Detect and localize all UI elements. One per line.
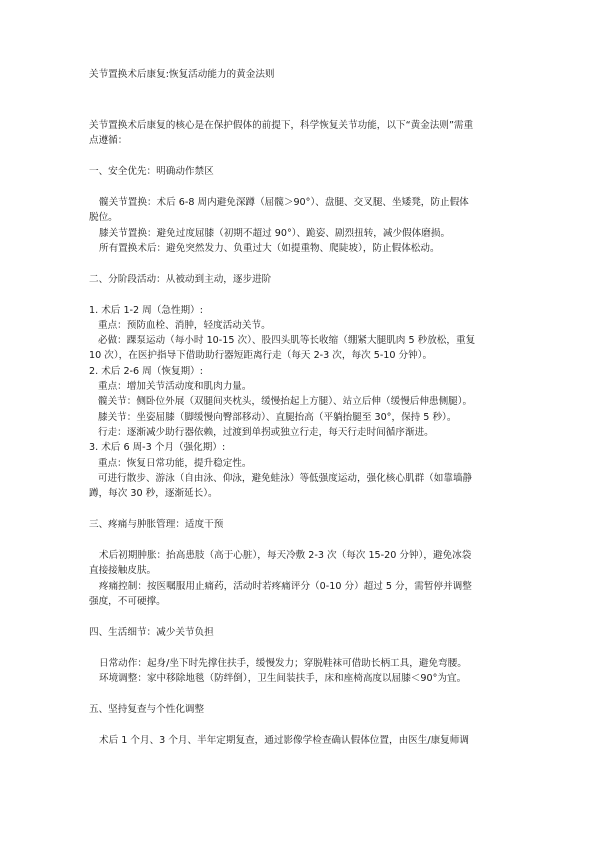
section-heading: 二、分阶段活动：从被动到主动，逐步进阶: [89, 274, 272, 285]
paragraph-line: 所有置换术后：避免突然发力、负重过大（如提重物、爬陡坡），防止假体松动。: [99, 243, 440, 254]
section-heading: 一、安全优先：明确动作禁区: [89, 166, 214, 177]
paragraph-line: 重点：预防血栓、消肿，轻度活动关节。: [98, 320, 271, 331]
paragraph-line: 10 次），在医护指导下借助助行器短距离行走（每天 2-3 次，每次 5-10 分钟）。: [89, 350, 433, 361]
paragraph-line: 脱位。: [89, 212, 118, 223]
paragraph-line: 膝关节：坐姿屈膝（脚缓慢向臀部移动）、直腿抬高（平躺抬腿至 30°，保持 5 秒）。: [98, 412, 457, 423]
paragraph-line: 髋关节：侧卧位外展（双腿间夹枕头，缓慢抬起上方腿）、站立后伸（缓慢后伸患侧腿）。: [98, 396, 473, 407]
paragraph-line: 蹲，每次 30 秒，逐渐延长）。: [89, 488, 218, 499]
stage-heading: 2. 术后 2-6 周（恢复期）:: [89, 366, 203, 377]
paragraph-line: 行走：逐渐减少助行器依赖，过渡到单拐或独立行走，每天行走时间循序渐进。: [98, 427, 434, 438]
paragraph-line: 术后初期肿胀：抬高患肢（高于心脏），每天冷敷 2-3 次（每次 15-20 分钟），避免冰袋: [99, 550, 472, 561]
paragraph-line: 髋关节置换：术后 6-8 周内避免深蹲（屈髋＞90°）、盘腿、交叉腿、坐矮凳，防止假体: [99, 197, 469, 208]
paragraph-line: 重点：增加关节活动度和肌肉力量。: [98, 381, 252, 392]
paragraph-line: 膝关节置换：避免过度屈膝（初期不超过 90°）、跪姿、剧烈扭转，减少假体磨损。: [99, 228, 451, 239]
paragraph-line: 日常动作：起身/坐下时先撑住扶手，缓慢发力；穿脱鞋袜可借助长柄工具，避免弯腰。: [99, 658, 467, 669]
stage-heading: 3. 术后 6 周-3 个月（强化期）:: [89, 442, 226, 453]
section-heading: 四、生活细节：减少关节负担: [89, 627, 214, 638]
paragraph-line: 环境调整：家中移除地毯（防绊倒），卫生间装扶手，床和座椅高度以屈膝＜90°为宜。: [99, 673, 467, 684]
section-heading: 三、疼痛与肿胀管理：适度干预: [89, 519, 224, 530]
paragraph-line: 必做：踝泵运动（每小时 10-15 次）、股四头肌等长收缩（绷紧大腿肌肉 5 秒放松，重复: [98, 335, 476, 346]
paragraph-line: 可进行散步、游泳（自由泳、仰泳，避免蛙泳）等低强度运动，强化核心肌群（如靠墙静: [98, 473, 473, 484]
paragraph-line: 重点：恢复日常功能，提升稳定性。: [98, 458, 252, 469]
paragraph-line: 强度，不可硬撑。: [89, 596, 166, 607]
stage-heading: 1. 术后 1-2 周（急性期）:: [89, 305, 203, 316]
document-title: 关节置换术后康复:恢复活动能力的黄金法则: [89, 69, 275, 80]
paragraph-line: 疼痛控制：按医嘱服用止痛药，活动时若疼痛评分（0-10 分）超过 5 分，需暂停并调整: [99, 581, 472, 592]
paragraph-line: 直接接触皮肤。: [89, 565, 157, 576]
intro-line: 关节置换术后康复的核心是在保护假体的前提下，科学恢复关节功能，以下“黄金法则”需重: [89, 120, 474, 131]
intro-line: 点遵循：: [89, 135, 128, 146]
section-heading: 五、坚持复查与个性化调整: [89, 704, 205, 715]
paragraph-line: 术后 1 个月、3 个月、半年定期复查，通过影像学检查确认假体位置，由医生/康复师调: [99, 735, 469, 746]
